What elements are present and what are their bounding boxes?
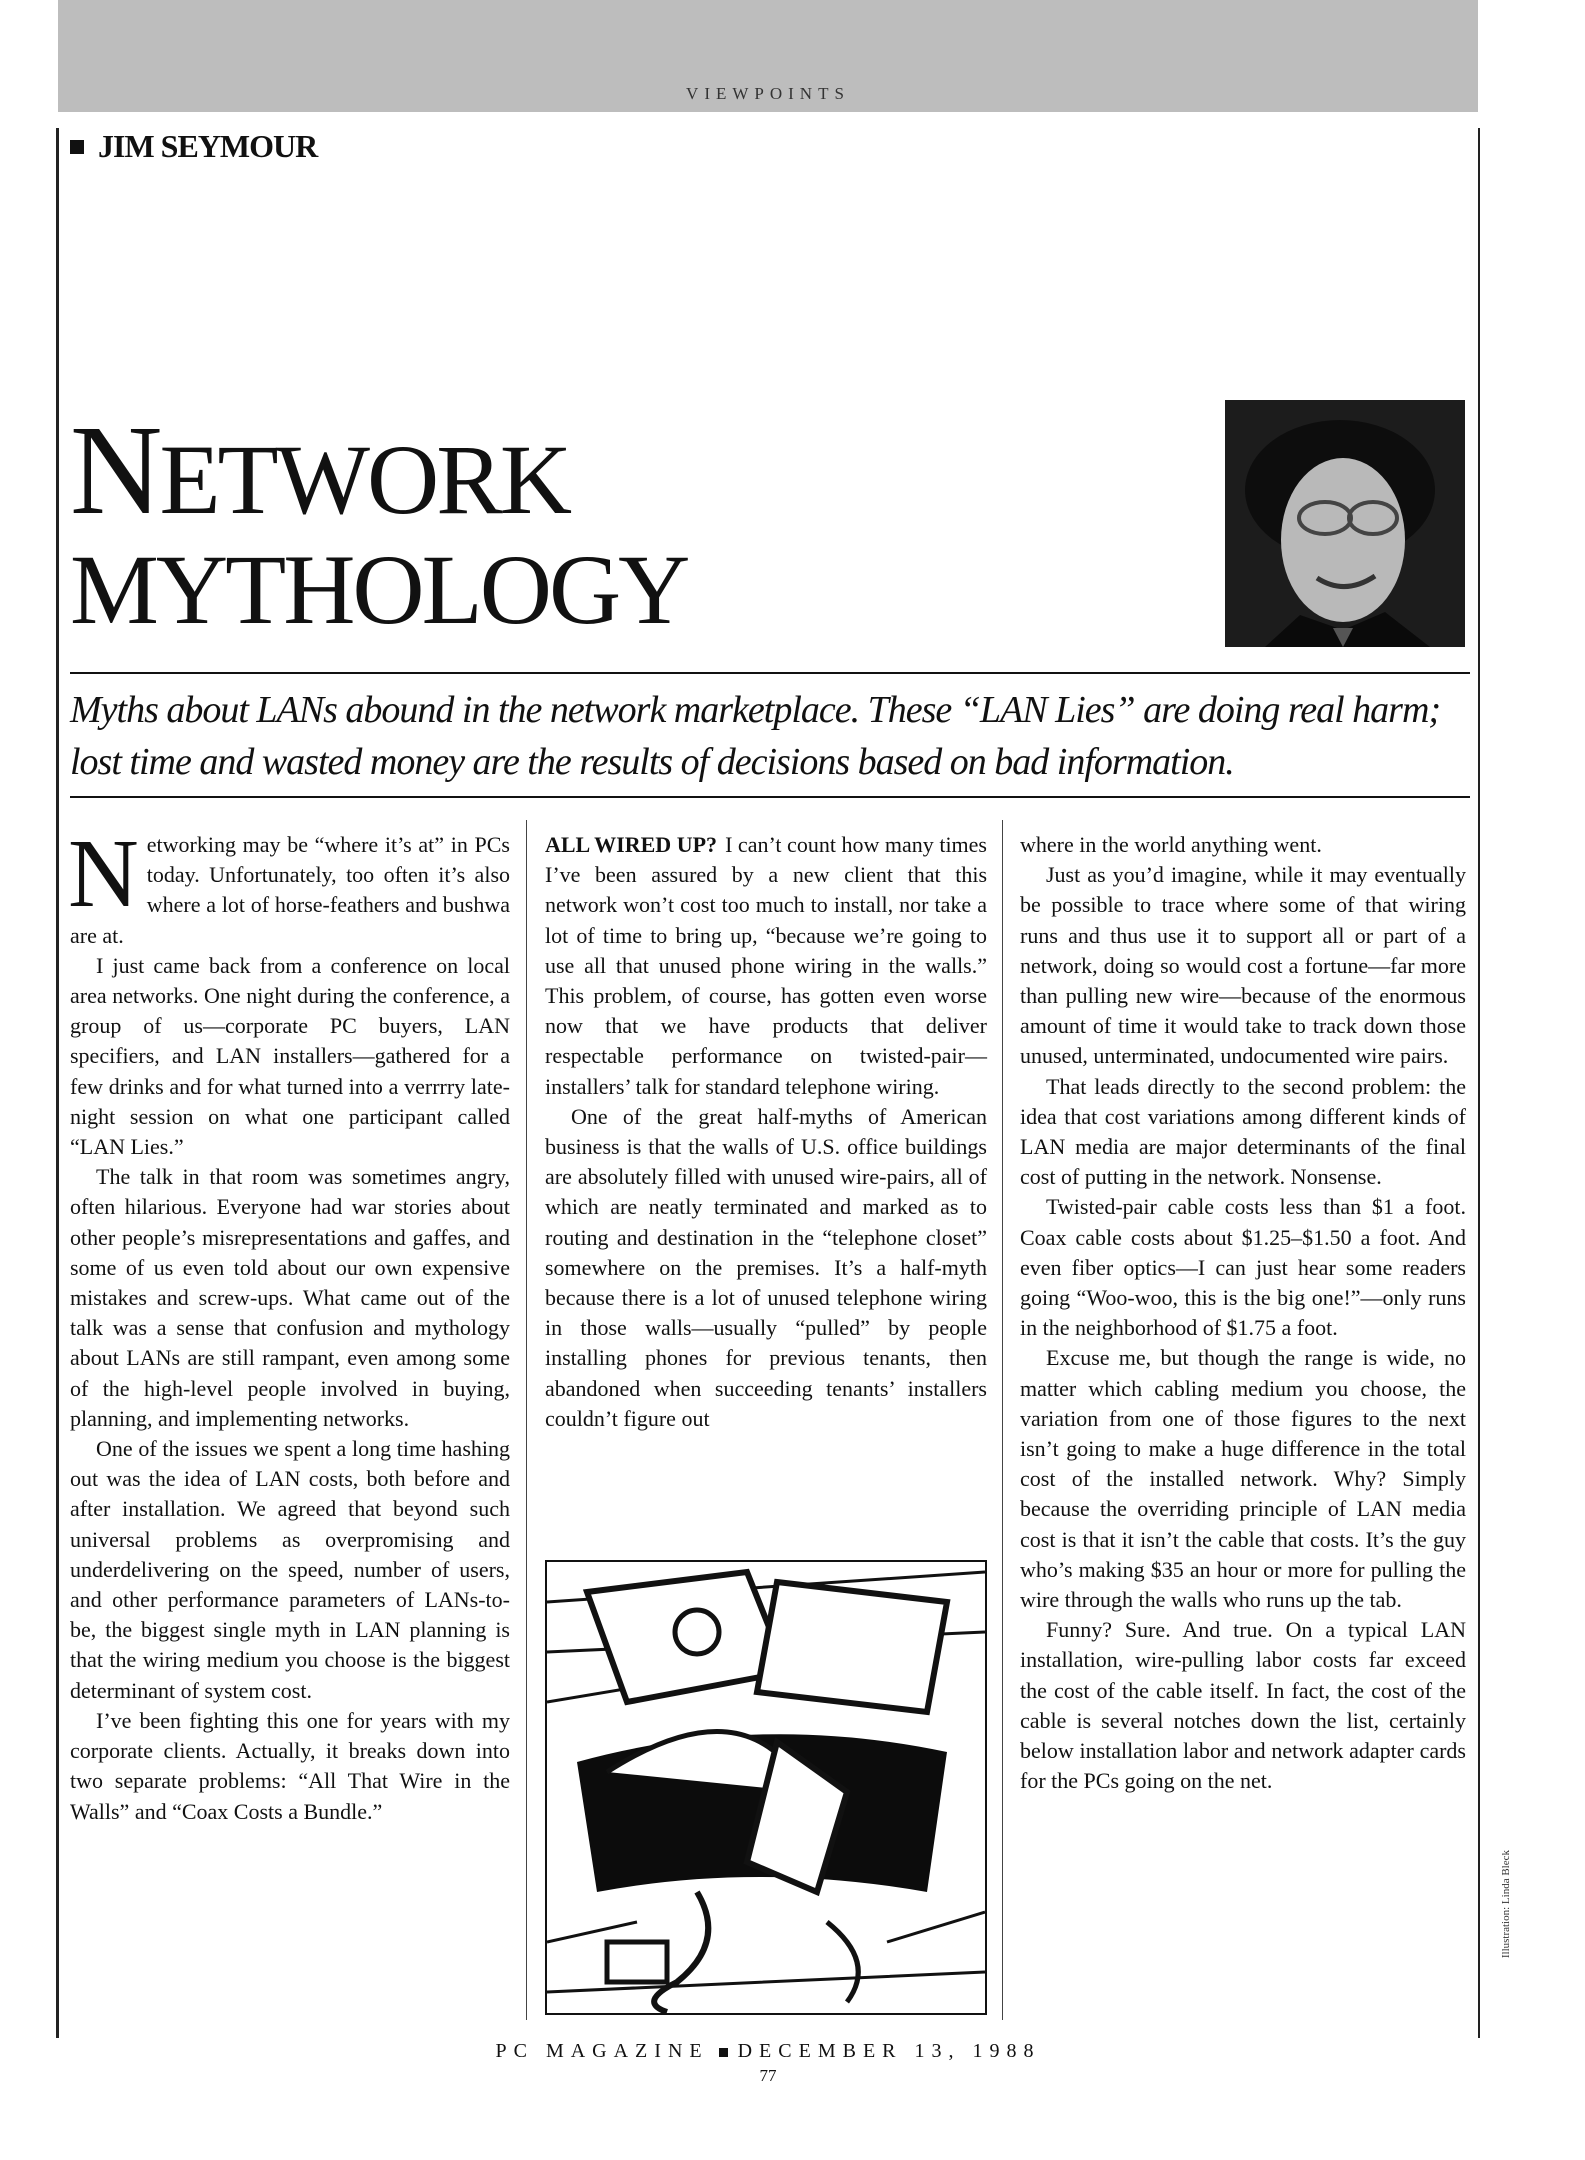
paragraph: where in the world anything went. xyxy=(1020,832,1322,857)
deck-rule-bottom xyxy=(70,796,1470,798)
paragraph: One of the issues we spent a long time hashing out was the idea of LAN costs, both before and after installation. We agreed that beyond such universal problems as overpromising and underdelivering on the speed, number of users, and other performance parameters of LANs-to-be, the biggest single myth in LAN planning is that the wiring medium you choose is the biggest determinant of system cost. xyxy=(70,1436,510,1703)
paragraph: That leads directly to the second problem: the idea that cost variations among different kinds of LAN media are major determinants of the final cost of putting in the network. Nonsense. xyxy=(1020,1073,1466,1190)
deck-rule-top xyxy=(70,672,1470,674)
illustration-credit: Illustration: Linda Bleck xyxy=(1500,1850,1512,1959)
author-portrait-icon xyxy=(1225,400,1465,647)
body-column-2 xyxy=(545,830,987,1434)
author-byline xyxy=(70,128,317,165)
paragraph: ALL WIRED UP? I can’t count how many times I’ve been assured by a new client that this network won’t cost too much to install, nor take a lot of time to bring up, “because we’re going to use all that unused phone wiring in the walls.” This problem, of course, has gotten even worse now that we have products that deliver respectable performance on twisted-pair—installers’ talk for standard telephone wiring. xyxy=(545,832,987,1099)
paragraph: One of the great half-myths of American business is that the walls of U.S. office buildings are absolutely filled with unused wire-pairs, all of which are neatly terminated and marked as to routing and destination in the “telephone closet” somewhere on the premises. It’s a half-myth because there is a lot of unused telephone wiring in those walls—usually “pulled” by people installing phones for previous tenants, then abandoned when succeeding tenants’ installers couldn’t figure out xyxy=(545,1103,987,1431)
square-bullet-icon xyxy=(70,140,84,154)
square-bullet-icon xyxy=(719,2048,728,2057)
column-divider xyxy=(526,820,527,2020)
title-line-1: NETWORK xyxy=(70,399,570,541)
body-column-3 xyxy=(1020,830,1466,1797)
body-column-1 xyxy=(68,820,510,1827)
page-footer xyxy=(58,2040,1478,2063)
section-label: VIEWPOINTS xyxy=(686,84,850,103)
title-line-2: MYTHOLOGY xyxy=(70,534,688,645)
paragraph: Just as you’d imagine, while it may eventually be possible to trace where some of that wiring runs and thus use it to support all or part of a network, doing so would cost a fortune—far more than pulling new wire—because of the enormous amount of time it would take to track down those unused, unterminated, undocumented wire pairs. xyxy=(1020,862,1466,1069)
article-deck: Myths about LANs abound in the network marketplace. These “LAN Lies” are doing real harm; lost time and wasted money are the results of decisions based on bad information. xyxy=(70,689,1441,783)
left-rule xyxy=(56,128,59,2038)
issue-date: DECEMBER 13, 1988 xyxy=(737,2040,1041,2062)
paragraph: Excuse me, but though the range is wide, no matter which cabling medium you choose, the variation from one of those figures to the next isn’t going to make a huge difference in the total cost of the installed network. Why? Simply because the overriding principle of LAN media cost is that it isn’t the cable that costs. It’s the guy who’s making $35 an hour or more for pulling the wire through the walls who runs up the tab. xyxy=(1020,1345,1466,1613)
paragraph: Twisted-pair cable costs less than $1 a foot. Coax cable costs about $1.25–$1.50 a foot. And even fiber optics—I can just hear some readers going “Woo-woo, this is the big one!”—only runs in the neighborhood of $1.75 a foot. xyxy=(1020,1194,1466,1341)
right-rule xyxy=(1478,128,1480,2038)
wallet-plug-illustration-icon xyxy=(547,1562,985,2013)
article-title xyxy=(70,399,688,645)
magazine-name: PC MAGAZINE xyxy=(495,2040,709,2062)
paragraph: Funny? Sure. And true. On a typical LAN installation, wire-pulling labor costs far exceed the cost of the cable itself. In fact, the cost of the cable is several notches down the list, certainly below installation labor and network adapter cards for the PCs going on the net. xyxy=(1020,1617,1466,1794)
paragraph: Networking may be “where it’s at” in PCs today. Unfortunately, too often it’s also where a lot of horse-feathers and bushwa are at. xyxy=(68,820,510,948)
paragraph: I just came back from a conference on local area networks. One night during the conference, a group of us—corporate PC buyers, LAN specifiers, and LAN installers—gathered for a few drinks and for what turned into a verrrry late-night session on what one participant called “LAN Lies.” xyxy=(70,952,510,1160)
paragraph: I’ve been fighting this one for years with my corporate clients. Actually, it breaks down into two separate problems: “All That Wire in the Walls” and “Coax Costs a Bundle.” xyxy=(70,1707,510,1824)
author-name: JIM SEYMOUR xyxy=(98,128,318,164)
illustration xyxy=(545,1560,987,2015)
author-photo xyxy=(1225,400,1465,647)
subhead: ALL WIRED UP? xyxy=(545,832,718,857)
page-number: 77 xyxy=(759,2066,777,2085)
drop-cap: N xyxy=(68,820,139,928)
column-divider xyxy=(1002,820,1003,2020)
paragraph: The talk in that room was sometimes angry, often hilarious. Everyone had war stories about other people’s misrepresentations and gaffes, and some of us even told about our own expensive mistakes and screw-ups. What came out of the talk was a sense that confusion and mythology about LANs are still rampant, even among some of the high-level people involved in buying, planning, and implementing networks. xyxy=(70,1164,510,1431)
